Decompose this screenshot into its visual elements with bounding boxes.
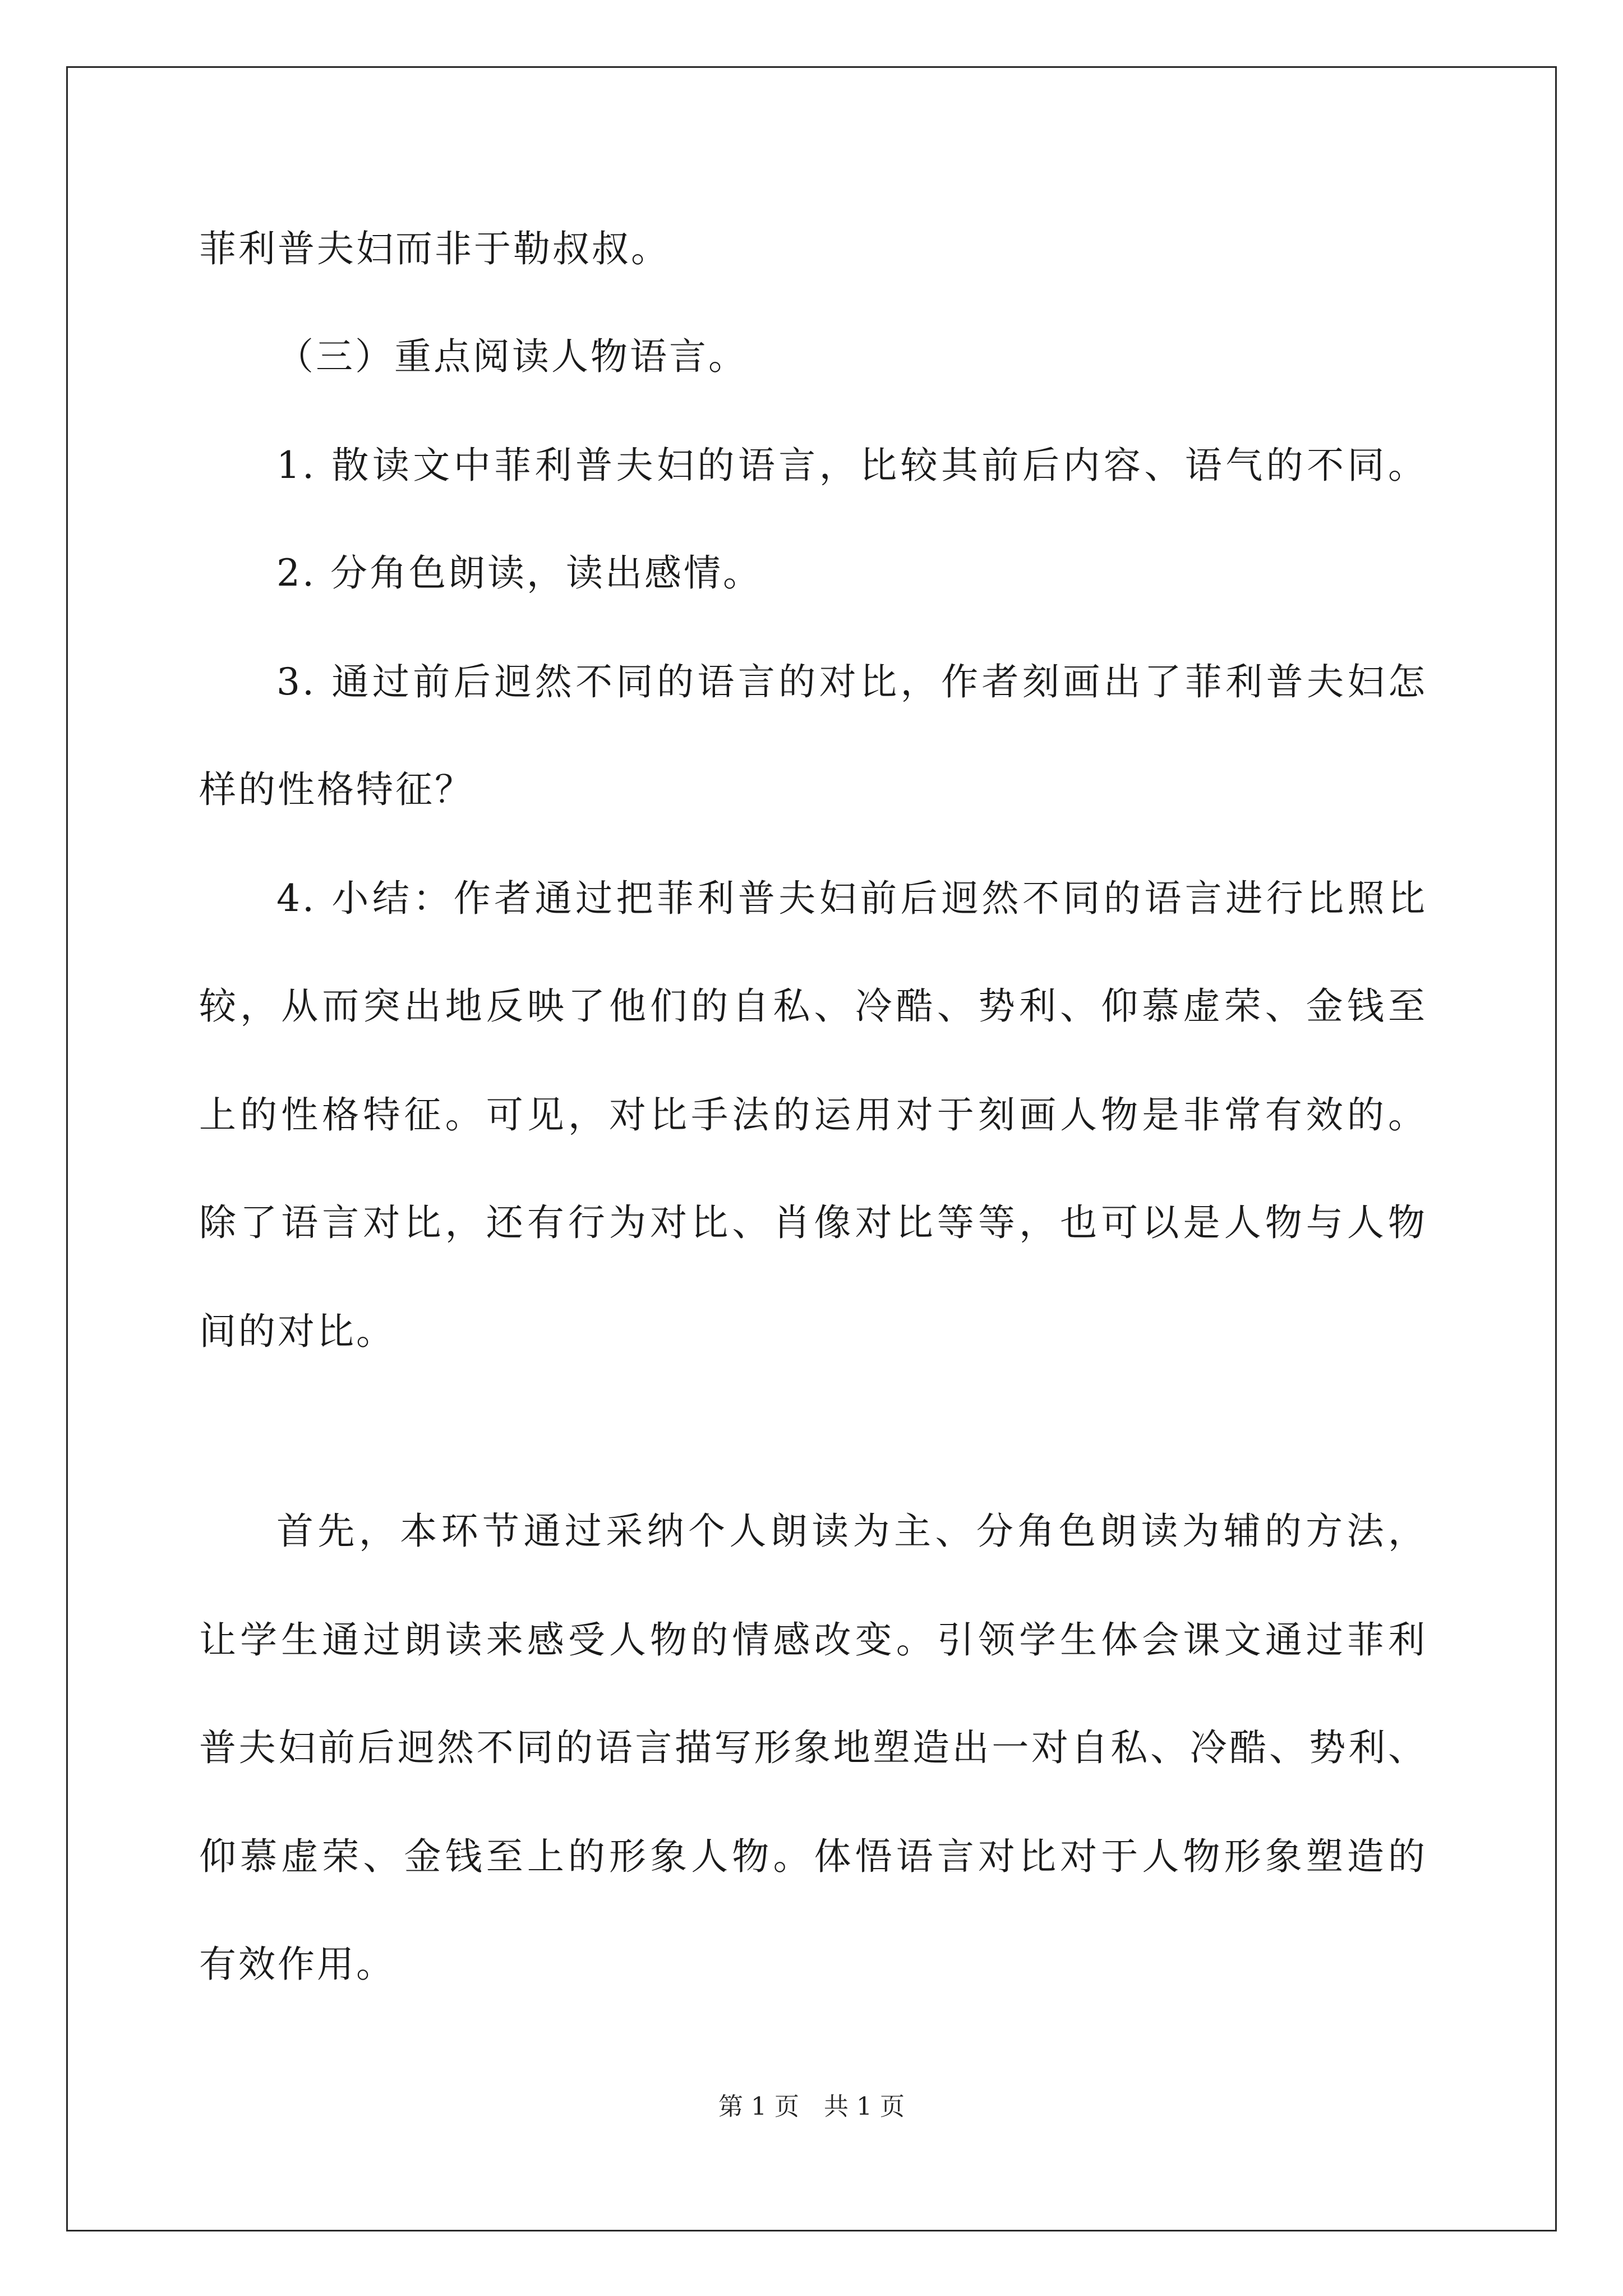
paragraph-line: 较，从而突出地反映了他们的自私、冷酷、势利、仰慕虚荣、金钱至 [199, 984, 1427, 1028]
paragraph-line: 有效作用。 [199, 1943, 395, 1986]
list-item: 2. 分角色朗读，读出感情。 [276, 551, 762, 595]
paragraph-line: 上的性格特征。可见，对比手法的运用对于刻画人物是非常有效的。 [199, 1093, 1427, 1137]
paragraph-line: 仰慕虚荣、金钱至上的形象人物。体悟语言对比对于人物形象塑造的 [199, 1835, 1427, 1878]
paragraph-line: 首先，本环节通过采纳个人朗读为主、分角色朗读为辅的方法， [276, 1510, 1427, 1553]
section-heading: （三）重点阅读人物语言。 [276, 335, 748, 378]
page-number: 第 1 页 共 1 页 [718, 2092, 905, 2121]
paragraph-line: 菲利普夫妇而非于勒叔叔。 [199, 227, 670, 270]
list-item: 1. 散读文中菲利普夫妇的语言，比较其前后内容、语气的不同。 [276, 444, 1427, 487]
paragraph-line: 让学生通过朗读来感受人物的情感改变。引领学生体会课文通过菲利 [199, 1618, 1427, 1662]
paragraph-line: 间的对比。 [199, 1310, 395, 1353]
paragraph-line: 普夫妇前后迥然不同的语言描写形象地塑造出一对自私、冷酷、势利、 [199, 1726, 1427, 1769]
list-item: 4. 小结：作者通过把菲利普夫妇前后迥然不同的语言进行比照比 [276, 877, 1427, 920]
paragraph-line: 除了语言对比，还有行为对比、肖像对比等等，也可以是人物与人物 [199, 1201, 1427, 1244]
paragraph-line: 样的性格特征？ [199, 768, 474, 811]
list-item: 3. 通过前后迥然不同的语言的对比，作者刻画出了菲利普夫妇怎 [276, 660, 1427, 703]
page-border [66, 66, 1557, 2231]
